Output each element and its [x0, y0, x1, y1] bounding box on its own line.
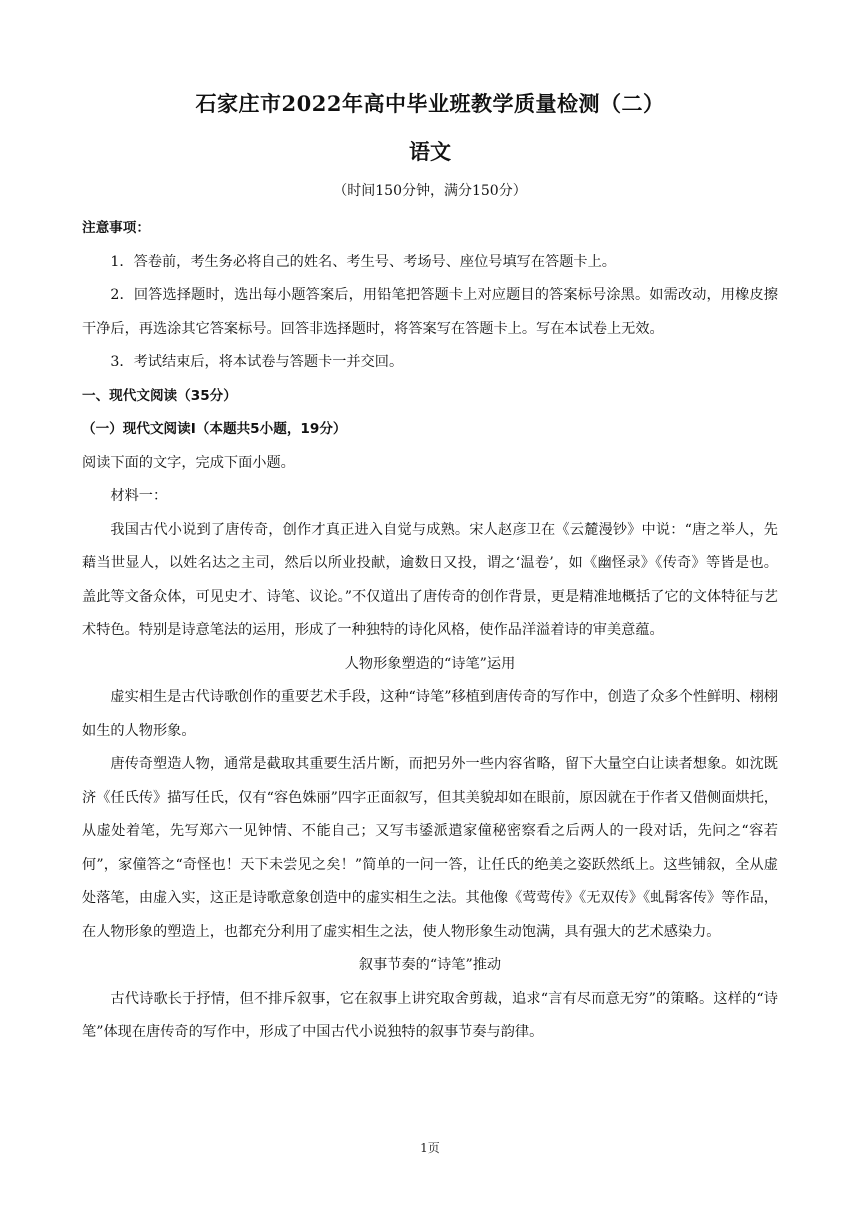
material-label: 材料一： [110, 488, 168, 504]
notice-item-2: 2．回答选择题时，选出每小题答案后，用铅笔把答题卡上对应题目的答案标号涂黑。如需改动，用橡皮擦干净后，再选涂其它答案标号。回答非选择题时，将答案写在答题卡上。写在本试卷上无效。 [82, 287, 778, 337]
paragraph-4: 古代诗歌长于抒情，但不排斥叙事，它在叙事上讲究取舍剪裁，追求“言有尽而意无穷”的策略。这样的“诗笔”体现在唐传奇的写作中，形成了中国古代小说独特的叙事节奏与韵律。 [82, 990, 778, 1040]
subject-title: 语文 [409, 139, 451, 164]
subtitle-narrative-rhythm: 叙事节奏的“诗笔”推动 [358, 957, 502, 973]
paragraph-3: 唐传奇塑造人物，通常是截取其重要生活片断，而把另外一些内容省略，留下大量空白让读者想象。如沈既济《任氏传》描写任氏，仅有“容色姝丽”四字正面叙写，但其美貌却如在眼前，原因就在于作者又借侧面烘托，从虚处着笔，先写郑六一见钟情、不能自己；又写韦鋈派遣家僮秘密察看之后两人的一段对话，先问之“容若何”，家僮答之“奇怪也！天下未尝见之矣！”简单的一问一答，让任氏的绝美之姿跃然纸上。这些铺叙，全从虚处落笔，由虚入实，这正是诗歌意象创造中的虚实相生之法。其他像《莺莺传》《无双传》《虬髯客传》等作品，在人物形象的塑造上，也都充分利用了虚实相生之法，使人物形象生动饱满，具有强大的艺术感染力。 [82, 756, 778, 940]
exam-title: 石家庄市2022年高中毕业班教学质量检测（二） [195, 91, 665, 116]
notice-item-3: 3．考试结束后，将本试卷与答题卡一并交回。 [110, 354, 404, 370]
paragraph-1: 我国古代小说到了唐传奇，创作才真正进入自觉与成熟。宋人赵彦卫在《云麓漫钞》中说：“唐之举人，先藉当世显人，以姓名达之主司，然后以所业投献，逾数日又投，谓之‘温卷’，如《幽怪录》《传奇》等皆是也。盖此等文备众体，可见史才、诗笔、议论。”不仅道出了唐传奇的创作背景，更是精准地概括了它的文体特征与艺术特色。特别是诗意笔法的运用，形成了一种独特的诗化风格，使作品洋溢着诗的审美意蕴。 [82, 521, 778, 638]
paragraph-2: 虚实相生是古代诗歌创作的重要艺术手段，这种“诗笔”移植到唐传奇的写作中，创造了众多个性鲜明、栩栩如生的人物形象。 [82, 689, 778, 739]
sub-section-heading: （一）现代文阅读Ⅰ（本题共5小题，19分） [82, 421, 347, 437]
reading-instruction: 阅读下面的文字，完成下面小题。 [82, 454, 295, 471]
subtitle-character-portrayal: 人物形象塑造的“诗笔”运用 [344, 655, 516, 672]
time-note: （时间150分钟，满分150分） [333, 183, 527, 199]
notice-heading: 注意事项： [82, 220, 150, 236]
exam-content [82, 212, 778, 1050]
page-number: 1页 [420, 1141, 440, 1155]
notice-item-1: 1．答卷前，考生务必将自己的姓名、考生号、考场号、座位号填写在答题卡上。 [110, 253, 616, 270]
section-heading: 一、现代文阅读（35分） [82, 387, 237, 404]
